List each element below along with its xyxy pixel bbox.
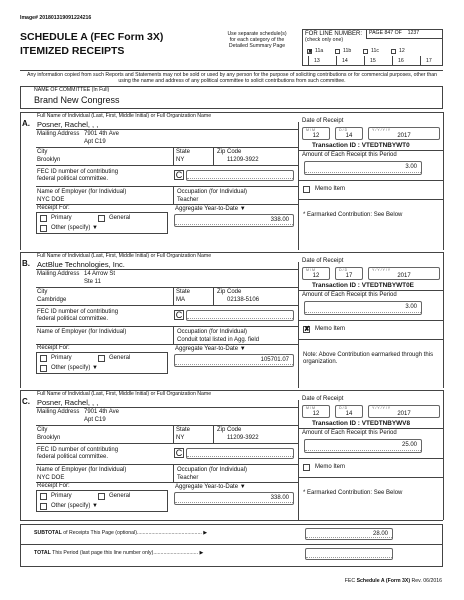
divider: [298, 428, 443, 429]
date-year-field[interactable]: [368, 127, 440, 140]
divider: [36, 482, 298, 483]
amount-field[interactable]: [304, 301, 422, 315]
memo-item-label: Memo Item: [315, 326, 346, 332]
divider: [36, 204, 298, 205]
other-specify-label: Other (specify) ▼: [51, 503, 98, 509]
entry-letter: C.: [22, 397, 30, 406]
date-year-value: 2017: [397, 411, 411, 417]
divider: [20, 252, 21, 388]
committee-name: Brand New Congress: [34, 95, 120, 105]
transaction-id: Transaction ID : VTEDTNBYWT0: [312, 142, 410, 149]
mailing-address-label: Mailing Address: [37, 271, 80, 277]
city-value: Brooklyn: [37, 435, 61, 441]
fec-id-field[interactable]: [186, 448, 294, 459]
subtotal-field[interactable]: [305, 528, 393, 540]
field-ticks: [305, 449, 421, 451]
divider: [36, 344, 298, 345]
address-line-2: Apt C19: [84, 139, 106, 145]
field-ticks: [175, 223, 293, 225]
field-ticks: [175, 363, 293, 365]
divider: [36, 287, 298, 288]
memo-item-label: Memo Item: [315, 464, 346, 470]
city-label: City: [37, 289, 48, 295]
transaction-id: Transaction ID : VTEDTNBYWT0E: [312, 282, 414, 289]
employer-label: Name of Employer (for Individual): [37, 329, 127, 335]
date-day-value: 14: [345, 411, 353, 417]
divider: [36, 129, 298, 130]
date-year-field[interactable]: [368, 405, 440, 418]
for-line-number-label: FOR LINE NUMBER:: [305, 31, 363, 37]
committee-id-prefix: C: [175, 448, 183, 458]
date-year-hint: Y / Y / Y / Y: [372, 406, 391, 410]
other-checkbox[interactable]: [40, 365, 47, 372]
date-day-value: 14: [345, 133, 353, 139]
separate-schedule-note: Use separate schedule(s) for each category of the Detailed Summary Page: [227, 31, 287, 49]
city-value: Cambridge: [37, 297, 67, 303]
legal-notice: Any information copied from such Reports and Statements may not be sold or used by any person for the purpose of soliciting contributions or for commercial purposes, other than using the name and address of any political committee to solicit contributions from such committee.: [26, 72, 438, 84]
receipt-for-label: Receipt For:: [37, 205, 70, 211]
divider: [213, 147, 214, 165]
line-checkbox-12[interactable]: [391, 49, 396, 54]
aggregate-field[interactable]: [174, 214, 294, 227]
divider: [443, 252, 444, 388]
field-ticks: [187, 455, 293, 457]
form-footer: FEC Schedule A (Form 3X) Rev. 06/2016: [344, 578, 442, 584]
mailing-address-label: Mailing Address: [37, 409, 80, 415]
primary-checkbox[interactable]: [40, 355, 47, 362]
zip-value: 11209-3922: [227, 435, 259, 441]
state-value: NY: [176, 435, 185, 441]
aggregate-field-value: 105701.07: [260, 357, 289, 363]
divider: [36, 147, 298, 148]
divider: [36, 269, 298, 270]
zip-value: 02138-5106: [227, 297, 260, 303]
other-checkbox[interactable]: [40, 225, 47, 232]
line-label-13: 13: [314, 58, 320, 64]
divider: [36, 326, 298, 327]
fec-id-label: FEC ID number of contributing federal political committee.: [37, 447, 119, 460]
earmark-note: * Earmarked Contribution: See Below: [303, 212, 403, 218]
divider: [298, 122, 299, 250]
divider: [298, 262, 299, 388]
memo-item-label: Memo Item: [315, 186, 346, 192]
line-separator: [364, 56, 365, 66]
occupation-value: Teacher: [177, 475, 199, 481]
aggregate-field-value: 338.00: [270, 217, 289, 223]
divider: [36, 186, 298, 187]
line-separator: [336, 56, 337, 66]
divider: [173, 326, 174, 344]
divider: [36, 407, 298, 408]
employer-value: NYC DOE: [37, 197, 65, 203]
amount-label: Amount of Each Receipt this Period: [302, 430, 397, 436]
employer-label: Name of Employer (for Individual): [37, 189, 127, 195]
occupation-value: Conduit total listed in Agg. field: [177, 337, 260, 343]
aggregate-field[interactable]: [174, 354, 294, 367]
date-day-field[interactable]: [335, 405, 363, 418]
amount-field[interactable]: [304, 439, 422, 453]
divider: [298, 339, 443, 340]
date-month-hint: M / M: [306, 406, 315, 410]
divider: [298, 199, 443, 200]
subtotal-label: SUBTOTAL of Receipts This Page (optional)............................................. ▶: [34, 530, 208, 536]
divider: [173, 464, 174, 482]
page-total: 1237: [407, 30, 420, 36]
memo-item-checkbox[interactable]: [303, 186, 310, 193]
itemized-receipts-title: ITEMIZED RECEIPTS: [20, 45, 125, 57]
primary-label: Primary: [51, 355, 72, 361]
line-label-11b: 11b: [343, 48, 352, 54]
divider: [36, 464, 298, 465]
primary-checkbox[interactable]: [40, 215, 47, 222]
divider: [173, 186, 174, 204]
divider: [36, 305, 298, 306]
divider: [173, 147, 174, 165]
date-year-value: 2017: [397, 273, 411, 279]
field-ticks: [187, 177, 293, 179]
amount-field[interactable]: [304, 161, 422, 175]
employer-label: Name of Employer (for Individual): [37, 467, 127, 473]
date-month-field[interactable]: [302, 267, 330, 280]
divider: [298, 400, 299, 520]
fec-id-field[interactable]: [186, 310, 294, 321]
line-label-12: 12: [399, 48, 405, 54]
divider: [443, 390, 444, 520]
date-month-value: 12: [312, 133, 320, 139]
city-value: Brooklyn: [37, 157, 61, 163]
employer-value: NYC DOE: [37, 475, 65, 481]
zip-value: 11209-3922: [227, 157, 259, 163]
date-day-field[interactable]: [335, 267, 363, 280]
line-checkbox-11b[interactable]: [335, 49, 340, 54]
image-id: Image# 201801319091224216: [20, 15, 92, 21]
general-label: General: [109, 355, 131, 361]
divider: [20, 112, 21, 250]
date-month-value: 12: [312, 273, 320, 279]
occupation-value: Teacher: [177, 197, 199, 203]
committee-id-prefix: C: [175, 310, 183, 320]
subtotal-value: 28.00: [372, 531, 388, 537]
date-year-value: 2017: [397, 133, 411, 139]
schedule-title: SCHEDULE A (FEC Form 3X): [20, 31, 164, 43]
divider: [298, 477, 443, 478]
entry-letter: B.: [22, 259, 30, 268]
divider: [36, 443, 298, 444]
occupation-label: Occupation (for Individual): [177, 329, 248, 335]
page-label: PAGE 847 OF 1237: [369, 30, 420, 36]
amount-field-value: 25.00: [401, 442, 417, 448]
address-line-2: Ste 11: [84, 279, 101, 285]
occupation-label: Occupation (for Individual): [177, 467, 248, 473]
address-line-1: 14 Arrow St: [84, 271, 116, 277]
date-month-hint: M / M: [306, 128, 315, 132]
divider: [298, 150, 443, 151]
field-ticks: [305, 171, 421, 173]
line-separator: [392, 56, 393, 66]
line-label-11a: 11a: [315, 48, 324, 54]
fec-id-label: FEC ID number of contributing federal political committee.: [37, 309, 119, 322]
line-label-17: 17: [426, 58, 432, 64]
primary-label: Primary: [51, 215, 72, 221]
line-separator: [308, 56, 309, 66]
committee-name-label: NAME OF COMMITTEE (In Full): [34, 87, 110, 93]
state-value: NY: [176, 157, 185, 163]
other-checkbox[interactable]: [40, 503, 47, 510]
divider: [173, 425, 174, 443]
date-month-hint: M / M: [306, 268, 315, 272]
earmark-note: * Earmarked Contribution: See Below: [303, 490, 403, 496]
city-label: City: [37, 149, 48, 155]
contributor-name: Posner, Rachel, , ,: [37, 120, 99, 129]
date-year-field[interactable]: [368, 267, 440, 280]
committee-id-prefix: C: [175, 170, 183, 180]
fec-id-field[interactable]: [186, 170, 294, 181]
divider: [173, 287, 174, 305]
state-label: State: [176, 427, 191, 433]
mailing-address-label: Mailing Address: [37, 131, 80, 137]
date-of-receipt-label: Date of Receipt: [302, 396, 344, 402]
full-name-label: Full Name of Individual (Last, First, Middle Initial) or Full Organization Name: [37, 253, 212, 259]
line-checkbox-11a[interactable]: ✘: [308, 49, 313, 55]
city-label: City: [37, 427, 48, 433]
general-checkbox[interactable]: [98, 355, 105, 362]
fec-id-label: FEC ID number of contributing federal political committee.: [37, 169, 119, 182]
contributor-name: Posner, Rachel, , ,: [37, 398, 99, 407]
aggregate-field[interactable]: [174, 492, 294, 505]
date-month-value: 12: [312, 411, 320, 417]
address-line-1: 7901 4th Ave: [84, 409, 119, 415]
date-day-value: 17: [345, 273, 353, 279]
primary-label: Primary: [51, 493, 72, 499]
divider: [443, 112, 444, 250]
line-label-15: 15: [370, 58, 376, 64]
full-name-label: Full Name of Individual (Last, First, Middle Initial) or Full Organization Name: [37, 113, 212, 119]
zip-label: Zip Code: [217, 427, 242, 433]
date-day-hint: D / D: [339, 268, 348, 272]
field-ticks: [175, 501, 293, 503]
general-checkbox[interactable]: [98, 493, 105, 500]
line-label-14: 14: [342, 58, 348, 64]
date-of-receipt-label: Date of Receipt: [302, 118, 344, 124]
state-label: State: [176, 289, 191, 295]
general-label: General: [109, 493, 131, 499]
other-specify-label: Other (specify) ▼: [51, 365, 98, 371]
earmark-note: Note: Above Contribution earmarked through this organization.: [303, 352, 434, 365]
date-year-hint: Y / Y / Y / Y: [372, 128, 391, 132]
date-month-field[interactable]: [302, 405, 330, 418]
amount-field-value: 3.00: [405, 164, 417, 170]
aggregate-field-value: 338.00: [270, 495, 289, 501]
general-checkbox[interactable]: [98, 215, 105, 222]
field-ticks: [187, 317, 293, 319]
divider: [298, 320, 443, 321]
divider: [36, 165, 298, 166]
receipt-for-label: Receipt For:: [37, 345, 70, 351]
state-value: MA: [176, 297, 185, 303]
contributor-name: ActBlue Technologies, Inc.: [37, 260, 125, 269]
primary-checkbox[interactable]: [40, 493, 47, 500]
aggregate-label: Aggregate Year-to-Date ▼: [175, 206, 246, 212]
line-label-11c: 11c: [371, 48, 379, 54]
date-year-hint: Y / Y / Y / Y: [372, 268, 391, 272]
date-month-field[interactable]: [302, 127, 330, 140]
line-label-16: 16: [398, 58, 404, 64]
divider: [20, 390, 21, 520]
divider: [20, 520, 443, 521]
amount-label: Amount of Each Receipt this Period: [302, 152, 397, 158]
aggregate-label: Aggregate Year-to-Date ▼: [175, 484, 246, 490]
receipt-for-label: Receipt For:: [37, 483, 70, 489]
memo-item-checkbox[interactable]: [303, 464, 310, 471]
occupation-label: Occupation (for Individual): [177, 189, 248, 195]
date-of-receipt-label: Date of Receipt: [302, 258, 344, 264]
full-name-label: Full Name of Individual (Last, First, Middle Initial) or Full Organization Name: [37, 391, 212, 397]
amount-field-value: 3.00: [405, 304, 417, 310]
aggregate-label: Aggregate Year-to-Date ▼: [175, 346, 246, 352]
address-line-2: Apt C19: [84, 417, 106, 423]
divider: [298, 458, 443, 459]
page-number: 847: [384, 30, 394, 36]
address-line-1: 7901 4th Ave: [84, 131, 119, 137]
date-day-field[interactable]: [335, 127, 363, 140]
divider: [213, 425, 214, 443]
divider: [298, 290, 443, 291]
date-day-hint: D / D: [339, 406, 348, 410]
general-label: General: [109, 215, 131, 221]
check-only-one-label: (check only one): [305, 37, 344, 43]
divider: [20, 544, 443, 545]
total-field[interactable]: [305, 548, 393, 560]
zip-label: Zip Code: [217, 289, 242, 295]
divider: [36, 425, 298, 426]
field-ticks: [305, 311, 421, 313]
line-checkbox-11c[interactable]: [363, 49, 368, 54]
transaction-id: Transaction ID : VTEDTNBYWV8: [312, 420, 411, 427]
line-separator: [420, 56, 421, 66]
amount-label: Amount of Each Receipt this Period: [302, 292, 397, 298]
divider: [298, 180, 443, 181]
memo-item-checkbox[interactable]: ✘: [304, 326, 310, 333]
other-specify-label: Other (specify) ▼: [51, 225, 98, 231]
state-label: State: [176, 149, 191, 155]
divider: [213, 287, 214, 305]
total-label: TOTAL This Period (last page this line number only)............................... ▶: [34, 550, 204, 556]
zip-label: Zip Code: [217, 149, 242, 155]
entry-letter: A.: [22, 119, 30, 128]
divider: [20, 70, 443, 71]
date-day-hint: D / D: [339, 128, 348, 132]
